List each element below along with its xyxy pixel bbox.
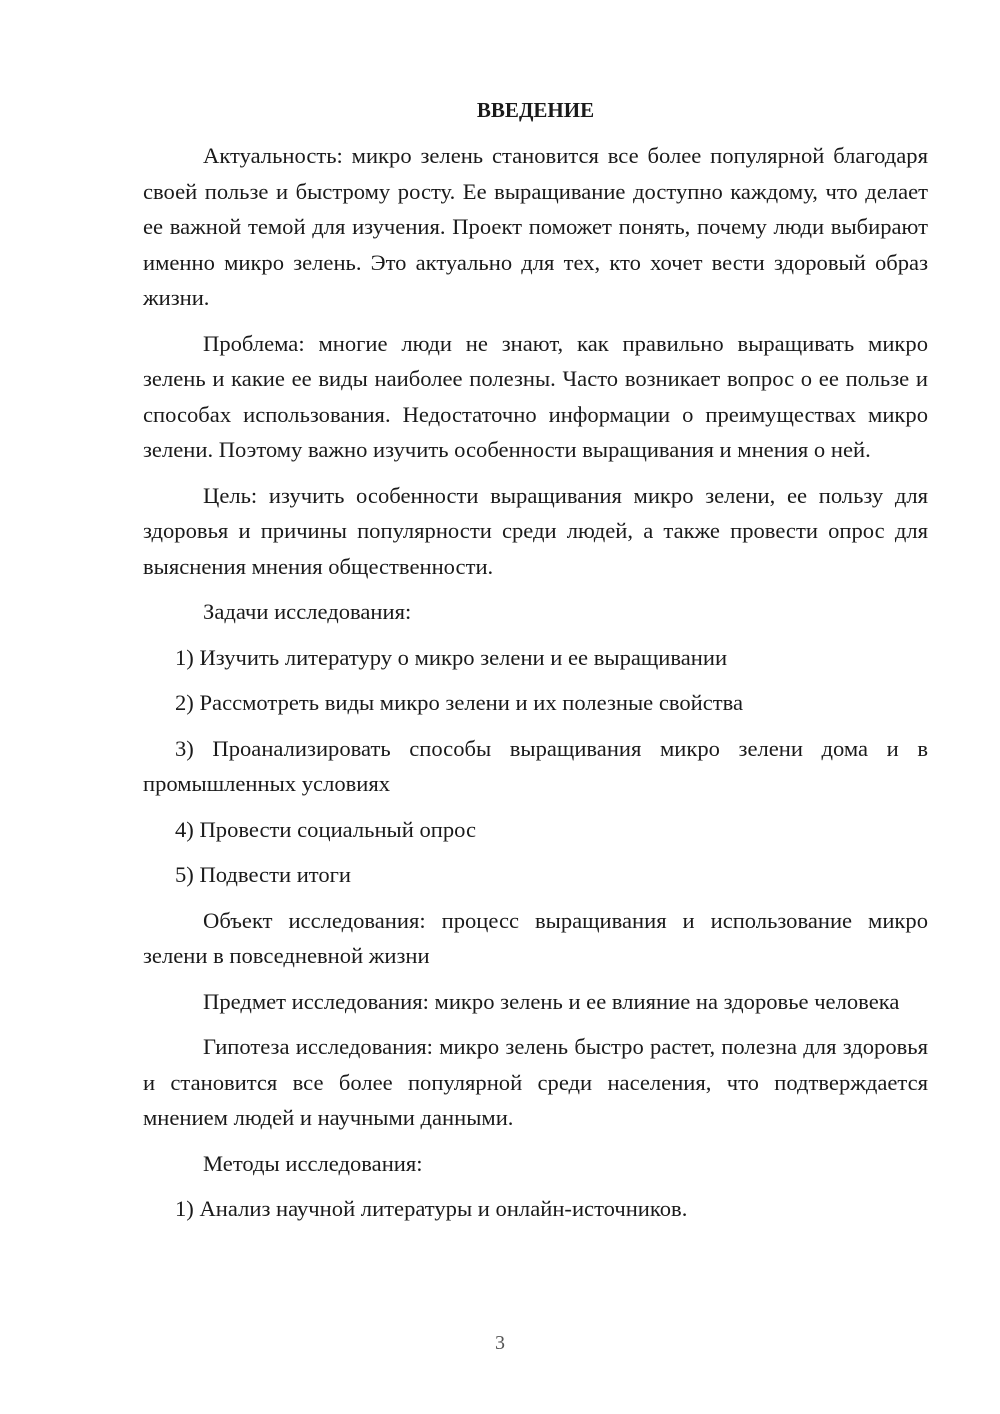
page-number: 3 [495,1332,505,1354]
subject-paragraph: Предмет исследования: микро зелень и ее влияние на здоровье человека [203,988,900,1014]
tasks-title: Задачи исследования: [203,599,412,624]
task-item: 2) Рассмотреть виды микро зелени и их полезные свойства [175,690,744,715]
hypothesis-paragraph: Гипотеза исследования: микро зелень быстро растет, полезна для здоровья и становится все более популярной среди населения, что подтверждается мнением людей и научными данными. [143,1034,928,1130]
task-item: 1) Изучить литературу о микро зелени и ее выращивании [175,644,728,670]
relevance-paragraph: Актуальность: микро зелень становится все более популярной благодаря своей пользе и быстрому росту. Ее выращивание доступно каждому, что делает ее важной темой для изучения. Проект поможет понять, почему люди выбирают именно микро зелень. Это актуально для тех, кто хочет вести здоровый образ жизни. [143,143,928,310]
goal-paragraph: Цель: изучить особенности выращивания микро зелени, ее пользу для здоровья и причины популярности среди людей, а также провести опрос для выяснения мнения общественности. [143,482,928,579]
task-item: 5) Подвести итоги [175,862,352,887]
methods-title: Методы исследования: [203,1150,423,1176]
document-page [143,90,928,1237]
problem-paragraph: Проблема: многие люди не знают, как правильно выращивать микро зелень и какие ее виды наиболее полезны. Часто возникает вопрос о ее пользе и способах использования. Недостаточно информации о преимуществах микро зелени. Поэтому важно изучить особенности выращивания и мнения о ней. [143,330,928,462]
method-item: 1) Анализ научной литературы и онлайн-источников. [175,1196,688,1221]
section-heading: ВВЕДЕНИЕ [476,98,595,122]
task-item: 3) Проанализировать способы выращивания микро зелени дома и в промышленных условиях [143,735,928,796]
object-paragraph: Объект исследования: процесс выращивания и использование микро зелени в повседневной жизни [143,907,928,968]
task-item: 4) Провести социальный опрос [175,816,477,842]
